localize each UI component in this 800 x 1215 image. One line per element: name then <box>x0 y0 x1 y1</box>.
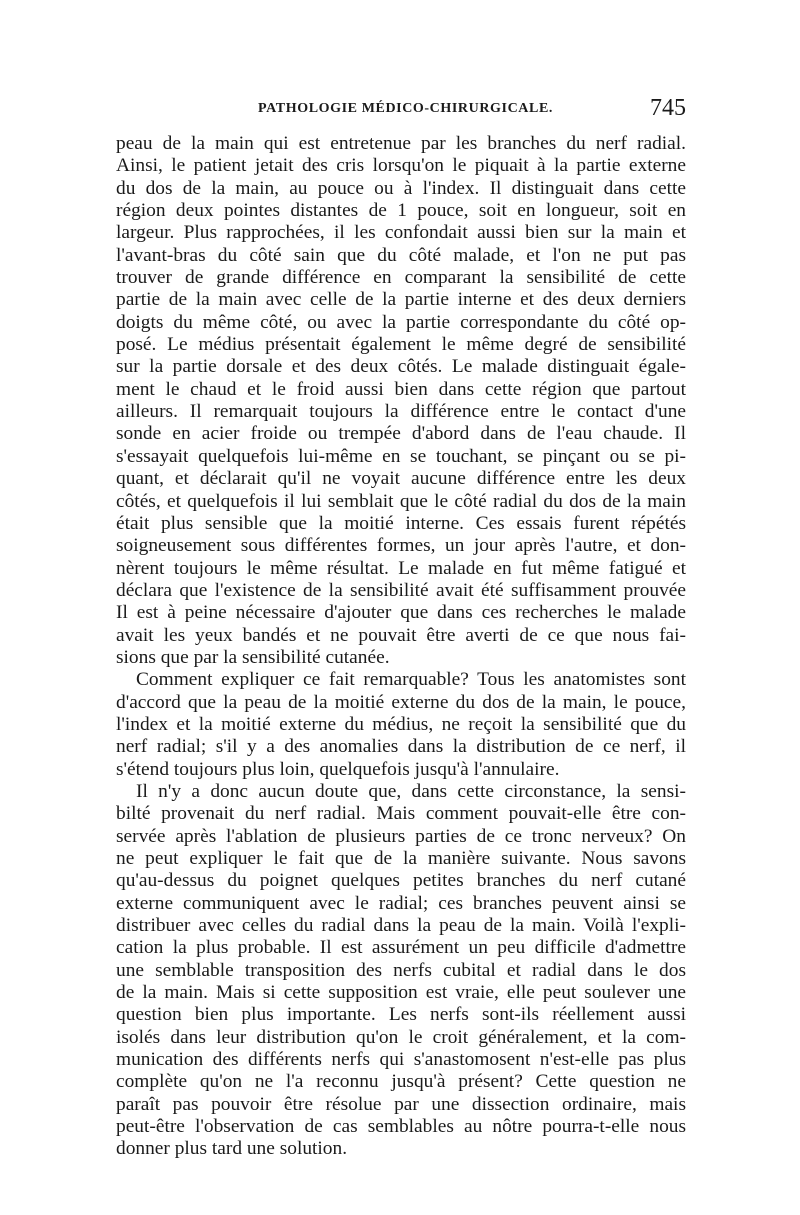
text-line: d'accord que la peau de la moitié externe du dos de la main, le pouce, <box>116 691 686 713</box>
text-line: soigneusement sous différentes formes, un jour après l'autre, et don- <box>116 535 686 557</box>
text-line: était plus sensible que la moitié interne. Ces essais furent répétés <box>116 512 686 534</box>
text-line: Comment expliquer ce fait remarquable? Tous les anatomistes sont <box>136 669 686 691</box>
text-line: région deux pointes distantes de 1 pouce, soit en longueur, soit en <box>116 200 686 222</box>
text-line: servée après l'ablation de plusieurs parties de ce tronc nerveux? On <box>116 825 686 847</box>
text-line: complète qu'on ne l'a reconnu jusqu'à présent? Cette question ne <box>116 1071 686 1093</box>
running-head <box>116 97 686 127</box>
text-line: cation la plus probable. Il est assurément un peu difficile d'admettre <box>116 937 686 959</box>
text-line: distribuer avec celles du radial dans la peau de la main. Voilà l'expli- <box>116 915 686 937</box>
text-line: de la main. Mais si cette supposition est vraie, elle peut soulever une <box>116 982 686 1004</box>
text-line: l'index et la moitié externe du médius, ne reçoit la sensibilité que du <box>116 713 686 735</box>
text-line: qu'au-dessus du poignet quelques petites branches du nerf cutané <box>116 870 686 892</box>
text-line: s'essayait quelquefois lui-même en se touchant, se pinçant ou se pi- <box>116 445 686 467</box>
text-line: question bien plus importante. Les nerfs sont-ils réellement aussi <box>116 1004 686 1026</box>
text-line: quant, et déclarait qu'il ne voyait aucune différence entre les deux <box>116 468 686 490</box>
text-line: du dos de la main, au pouce ou à l'index. Il distinguait dans cette <box>116 177 686 199</box>
text-line: Il n'y a donc aucun doute que, dans cette circonstance, la sensi- <box>136 780 686 802</box>
text-line: sur la partie dorsale et des deux côtés. Le malade distinguait égale- <box>116 356 686 378</box>
text-line: sonde en acier froide ou trempée d'abord dans de l'eau chaude. Il <box>116 423 686 445</box>
text-line: nèrent toujours le même résultat. Le malade en fut même fatigué et <box>116 557 686 579</box>
text-line: bilté provenait du nerf radial. Mais comment pouvait-elle être con- <box>116 803 686 825</box>
text-line: donner plus tard une solution. <box>116 1138 348 1160</box>
text-line: sions que par la sensibilité cutanée. <box>116 646 390 668</box>
text-line: ailleurs. Il remarquait toujours la différence entre le contact d'une <box>116 401 686 423</box>
text-line: déclara que l'existence de la sensibilité avait été suffisamment prouvée <box>116 579 686 601</box>
text-line: peau de la main qui est entretenue par les branches du nerf radial. <box>116 133 686 154</box>
text-line: avait les yeux bandés et ne pouvait être averti de ce que nous fai- <box>116 624 686 646</box>
text-line: largeur. Plus rapprochées, il les confondait aussi bien sur la main et <box>116 222 686 244</box>
text-line: paraît pas pouvoir être résolue par une dissection ordinaire, mais <box>116 1093 686 1115</box>
text-line: ne peut expliquer le fait que de la manière suivante. Nous savons <box>116 848 686 869</box>
text-line: externe communiquent avec le radial; ces branches peuvent ainsi se <box>116 892 686 914</box>
text-line: ment le chaud et le froid aussi bien dans cette région que partout <box>116 378 686 400</box>
text-line: Ainsi, le patient jetait des cris lorsqu'on le piquait à la partie externe <box>116 155 686 177</box>
running-title: PATHOLOGIE MÉDICO-CHIRURGICALE. <box>258 101 553 116</box>
body-text <box>116 133 686 1161</box>
text-line: peut-être l'observation de cas semblables au nôtre pourra-t-elle nous <box>116 1116 686 1138</box>
text-line: nerf radial; s'il y a des anomalies dans la distribution de ce nerf, il <box>116 736 686 758</box>
text-line: l'avant-bras du côté sain que du côté malade, et l'on ne put pas <box>116 244 686 266</box>
page-number: 745 <box>650 95 686 121</box>
text-line: posé. Le médius présentait également le même degré de sensibilité <box>116 334 686 356</box>
text-line: munication des différents nerfs qui s'anastomosent n'est-elle pas plus <box>116 1049 686 1071</box>
text-line: côtés, et quelquefois il lui semblait que le côté radial du dos de la main <box>116 490 686 512</box>
text-line: partie de la main avec celle de la partie interne et des deux derniers <box>116 289 686 311</box>
text-line: isolés dans leur distribution qu'on le croit généralement, et la com- <box>116 1026 686 1048</box>
text-line: une semblable transposition des nerfs cubital et radial dans le dos <box>116 959 686 981</box>
text-line: s'étend toujours plus loin, quelquefois jusqu'à l'annulaire. <box>116 758 560 780</box>
text-line: Il est à peine nécessaire d'ajouter que dans ces recherches le malade <box>116 602 686 624</box>
text-line: doigts du même côté, ou avec la partie correspondante du côté op- <box>116 311 686 333</box>
text-line: trouver de grande différence en comparant la sensibilité de cette <box>116 267 686 289</box>
